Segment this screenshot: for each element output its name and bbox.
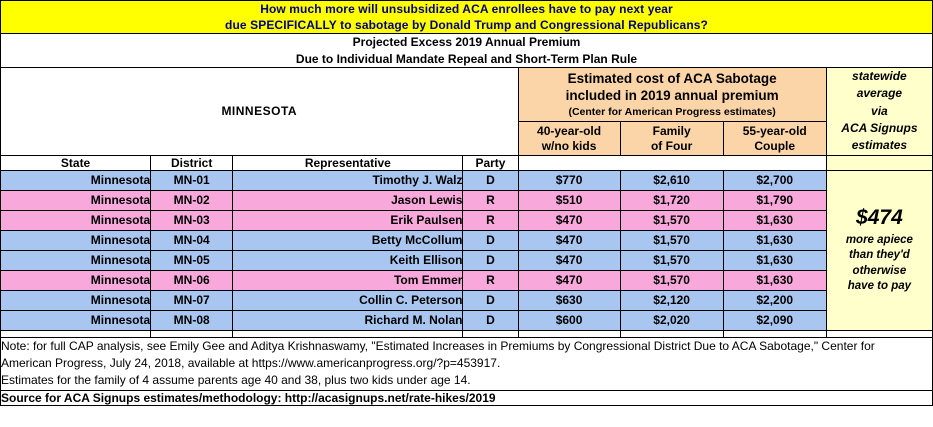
statewide-average-desc-3: otherwise (852, 264, 907, 277)
cell-family: $2,610 (620, 170, 723, 190)
statewide-average-box (826, 170, 932, 330)
cell-district: MN-04 (151, 230, 233, 250)
cell-family: $1,570 (620, 230, 723, 250)
column-header-state: State (1, 155, 151, 170)
sabotage-header-line-1: Estimated cost of ACA Sabotage (567, 70, 777, 86)
cell-district: MN-07 (151, 290, 233, 310)
footnote-line-3: Estimates for the family of 4 assume parents age 40 and 38, plus two kids under age 14. (1, 373, 471, 388)
subtitle-line-2: Due to Individual Mandate Repeal and Short-Term Plan Rule (295, 51, 638, 66)
cell-couple: $1,790 (723, 190, 826, 210)
average-header-line-4: ACA Signups (841, 120, 918, 135)
table-row (1, 210, 933, 230)
column-header-couple-line-2: Couple (754, 138, 796, 153)
statewide-average-desc-2: than they'd (848, 249, 910, 262)
spacer-cell-couple (723, 155, 826, 170)
cell-state: Minnesota (1, 250, 151, 270)
cell-state: Minnesota (1, 270, 151, 290)
cell-state: Minnesota (1, 210, 151, 230)
cell-district: MN-06 (151, 270, 233, 290)
cell-representative: Keith Ellison (233, 250, 463, 270)
note-row (1, 337, 933, 390)
cell-state: Minnesota (1, 290, 151, 310)
column-header-family (620, 122, 723, 155)
cell-couple: $1,630 (723, 270, 826, 290)
cell-couple: $2,090 (723, 310, 826, 330)
cell-single: $510 (518, 190, 620, 210)
average-header-line-3: via (871, 103, 888, 118)
cell-family: $1,570 (620, 210, 723, 230)
spacer-cell (826, 330, 932, 337)
cell-party: D (463, 290, 518, 310)
cell-state: Minnesota (1, 190, 151, 210)
cell-party: D (463, 310, 518, 330)
cell-district: MN-02 (151, 190, 233, 210)
table-row (1, 250, 933, 270)
column-header-couple-line-1: 55-year-old (742, 124, 807, 139)
cell-single: $470 (518, 250, 620, 270)
spacer-cell (151, 330, 233, 337)
cell-state: Minnesota (1, 170, 151, 190)
cell-family: $2,020 (620, 310, 723, 330)
cell-single: $630 (518, 290, 620, 310)
subtitle-line-1: Projected Excess 2019 Annual Premium (352, 35, 581, 50)
average-header-line-2: average (856, 86, 903, 101)
banner-line-2: due SPECIFICALLY to sabotage by Donald Trump and Congressional Republicans? (225, 18, 708, 33)
cell-single: $600 (518, 310, 620, 330)
average-header-spacer (826, 155, 932, 170)
source-row (1, 390, 933, 405)
cell-representative: Timothy J. Walz (233, 170, 463, 190)
cell-party: D (463, 170, 518, 190)
column-header-single-line-1: 40-year-old (537, 124, 602, 139)
table-row (1, 170, 933, 190)
column-header-representative: Representative (233, 155, 463, 170)
banner-line-1: How much more will unsubsidized ACA enrollees have to pay next year (260, 2, 673, 16)
cell-representative: Betty McCollum (233, 230, 463, 250)
spacer-cell (233, 330, 463, 337)
cell-party: D (463, 250, 518, 270)
spacer-row (1, 330, 933, 337)
cell-single: $470 (518, 230, 620, 250)
statewide-average-amount: $474 (856, 205, 903, 229)
table-row (1, 270, 933, 290)
table-row (1, 190, 933, 210)
cell-representative: Erik Paulsen (233, 210, 463, 230)
cell-state: Minnesota (1, 310, 151, 330)
cell-party: R (463, 210, 518, 230)
footnote (1, 337, 933, 390)
footnote-line-1: Note: for full CAP analysis, see Emily Gee and Aditya Krishnaswamy, "Estimated Increases in Premiums by Congressional District Due to ACA Sabotage," Center for (1, 338, 875, 353)
cell-single: $770 (518, 170, 620, 190)
spacer-cell (1, 330, 151, 337)
statewide-average-desc-4: have to pay (847, 280, 912, 293)
column-header-district: District (151, 155, 233, 170)
subtitle-row (1, 34, 933, 67)
cell-party: R (463, 190, 518, 210)
column-header-single-line-2: w/no kids (541, 138, 597, 153)
banner-row (1, 1, 933, 34)
cell-single: $470 (518, 210, 620, 230)
cell-representative: Jason Lewis (233, 190, 463, 210)
subtitle-cell (1, 34, 933, 67)
banner-cell (1, 1, 933, 34)
spacer-cell (463, 330, 518, 337)
cell-party: D (463, 230, 518, 250)
table-row (1, 230, 933, 250)
cell-district: MN-01 (151, 170, 233, 190)
cell-couple: $1,630 (723, 230, 826, 250)
cell-district: MN-08 (151, 310, 233, 330)
title-row (1, 67, 933, 122)
column-header-family-line-1: Family (652, 124, 691, 139)
column-header-couple (723, 122, 826, 155)
spacer-cell (620, 330, 723, 337)
cell-representative: Tom Emmer (233, 270, 463, 290)
cell-representative: Collin C. Peterson (233, 290, 463, 310)
cell-family: $1,570 (620, 270, 723, 290)
average-header-line-5: estimates (851, 138, 908, 153)
table-row (1, 290, 933, 310)
statewide-average-desc-1: more apiece (845, 233, 913, 246)
cell-couple: $1,630 (723, 250, 826, 270)
column-header-party: Party (463, 155, 518, 170)
cell-family: $2,120 (620, 290, 723, 310)
average-header (826, 67, 932, 155)
subcolumn-header-row (1, 155, 933, 170)
cell-family: $1,720 (620, 190, 723, 210)
cell-district: MN-03 (151, 210, 233, 230)
cell-couple: $2,200 (723, 290, 826, 310)
spacer-cell-single (518, 155, 620, 170)
average-header-line-1: statewide (852, 68, 907, 83)
spacer-cell (518, 330, 620, 337)
column-header-family-line-2: of Four (650, 138, 693, 153)
sabotage-header-line-2: included in 2019 annual premium (565, 87, 779, 103)
sabotage-header (518, 67, 826, 122)
cell-representative: Richard M. Nolan (233, 310, 463, 330)
footnote-line-2: American Progress, July 24, 2018, available at https://www.americanprogress.org/?p=453917. (1, 356, 501, 371)
spacer-cell (723, 330, 826, 337)
cell-single: $470 (518, 270, 620, 290)
cell-couple: $1,630 (723, 210, 826, 230)
sabotage-header-line-3: (Center for American Progress estimates) (568, 106, 776, 119)
cell-party: R (463, 270, 518, 290)
cell-district: MN-05 (151, 250, 233, 270)
page-title: MINNESOTA (1, 67, 519, 155)
table-row (1, 310, 933, 330)
source-line: Source for ACA Signups estimates/methodology: http://acasignups.net/rate-hikes/2019 (1, 390, 933, 405)
cell-state: Minnesota (1, 230, 151, 250)
spacer-cell-family (620, 155, 723, 170)
column-header-single (518, 122, 620, 155)
cell-family: $1,570 (620, 250, 723, 270)
cell-couple: $2,700 (723, 170, 826, 190)
